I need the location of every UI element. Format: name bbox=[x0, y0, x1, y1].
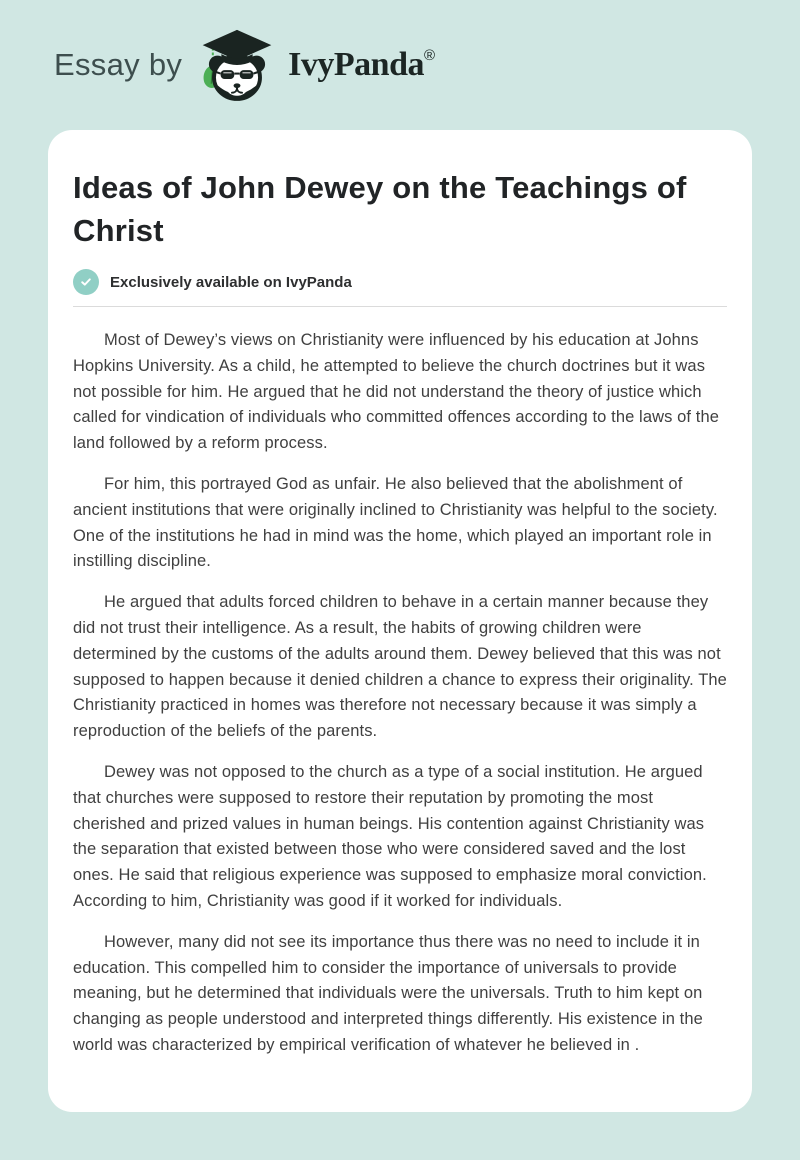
check-icon bbox=[73, 269, 99, 295]
exclusive-badge-label: Exclusively available on IvyPanda bbox=[110, 273, 352, 291]
essay-paragraph: Dewey was not opposed to the church as a type of a social institution. He argued that churches were supposed to restore their reputation by promoting the most cherished and prized values in human beings. His contention against Christianity was the separation that existed between those who were considered saved and the lost ones. He said that religious experience was supposed to emphasize moral conviction. According to him, Christianity was good if it worked for individuals. bbox=[73, 762, 707, 910]
header-prefix: Essay by bbox=[54, 47, 183, 82]
essay-paragraph: Most of Dewey’s views on Christianity were influenced by his education at Johns Hopkins University. As a child, he attempted to believe the church doctrines but it was not possible for him. He argued that he did not understand the theory of justice which called for vindication of individuals who committed offences according to the laws of the land followed by a reform process. bbox=[73, 331, 720, 453]
registered-mark: ® bbox=[424, 47, 435, 64]
site-header bbox=[0, 0, 800, 130]
divider bbox=[73, 306, 727, 307]
essay-paragraph: He argued that adults forced children to behave in a certain manner because they did not trust their intelligence. As a result, the habits of growing children were determined by the customs of the adults around them. Dewey believed that this was not supposed to happen because it denied children a chance to express their originality. The Christianity practiced in homes was therefore not necessary because it was simply a reproduction of the beliefs of the parents. bbox=[73, 593, 727, 741]
brand-text: IvyPanda bbox=[288, 46, 424, 83]
panda-graduate-icon bbox=[198, 26, 276, 104]
essay-paragraph: However, many did not see its importance thus there was no need to include it in education. This compelled him to consider the importance of universals to provide meaning, but he determined that individuals were the universals. Truth to him kept on changing as people understood and interpreted things differently. His existence in the world was characterized by empirical verification of whatever he believed in . bbox=[73, 932, 703, 1054]
exclusive-badge bbox=[73, 269, 727, 295]
brand-name bbox=[288, 46, 434, 84]
essay-title: Ideas of John Dewey on the Teachings of Christ bbox=[73, 170, 687, 248]
essay-card bbox=[48, 130, 752, 1112]
essay-paragraph: For him, this portrayed God as unfair. He also believed that the abolishment of ancient institutions that were originally inclined to Christianity was helpful to the society. One of the institutions he had in mind was the home, which played an important role in instilling discipline. bbox=[73, 474, 718, 571]
essay-body bbox=[73, 315, 727, 1059]
